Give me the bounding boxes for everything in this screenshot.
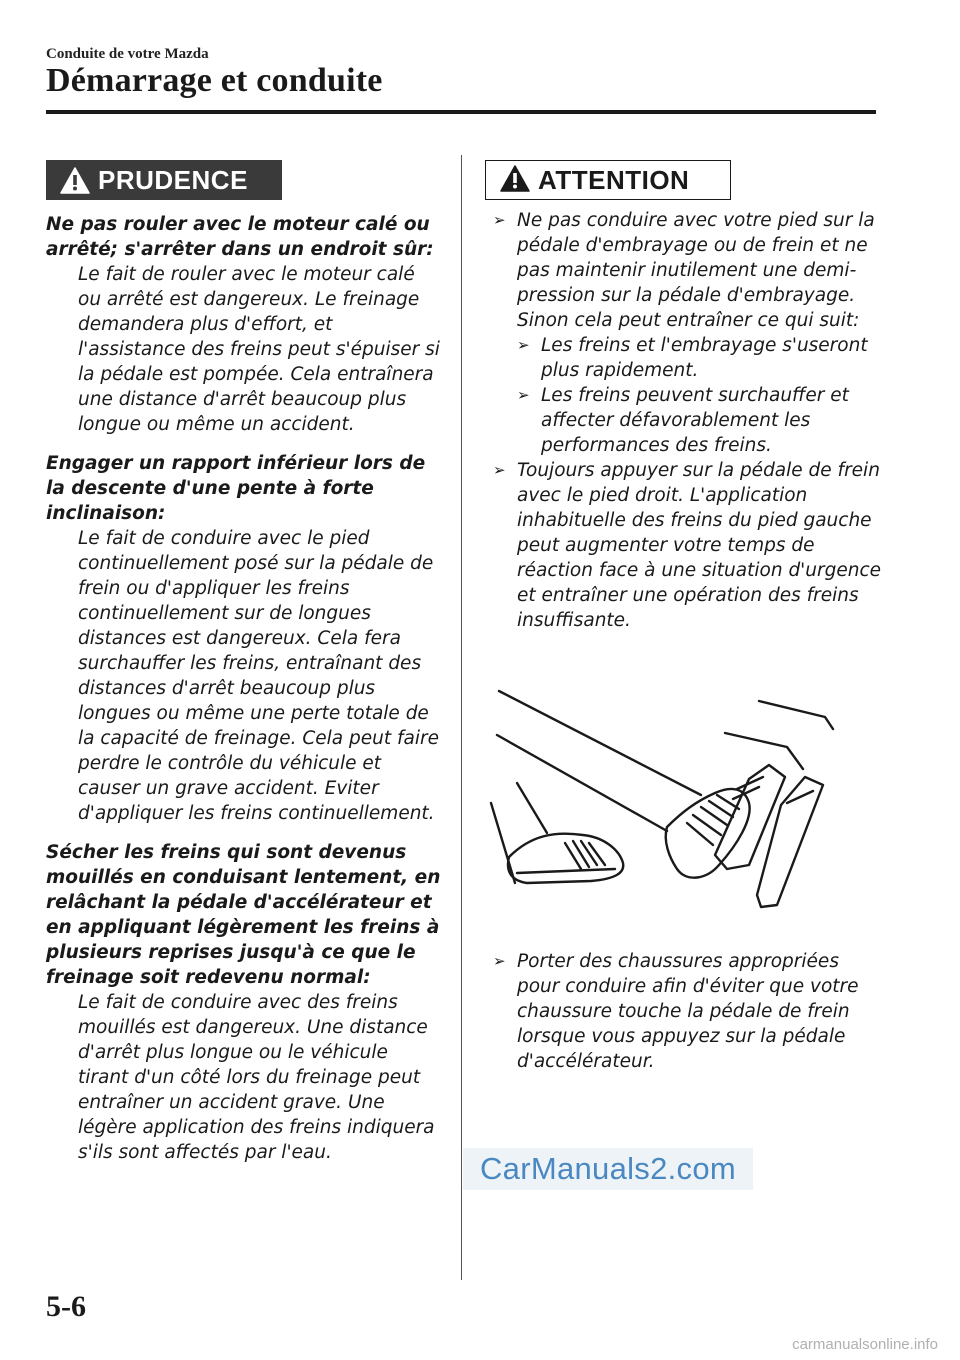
attention-subitem-text: Les freins peuvent surchauffer et affecter défavorablement les performances des freins. <box>541 385 849 456</box>
caution-heading: Sécher les freins qui sont devenus mouillés en conduisant lentement, en relâchant la pédale d'accélérateur et en appliquant légèrement les freins à plusieurs reprises jusqu'à ce que le freinage soit redevenu normal: <box>46 842 441 988</box>
page-number: 5-6 <box>46 1290 86 1323</box>
attention-item <box>485 208 885 458</box>
attention-label: ATTENTION <box>538 164 690 195</box>
section-subtitle: Conduite de votre Mazda <box>46 46 209 62</box>
attention-item-text: Porter des chaussures appropriées pour conduire afin d'éviter que votre chaussure touche la pédale de frein lorsque vous appuyez sur la pédale d'accélérateur. <box>517 951 859 1072</box>
caution-block <box>46 840 441 1165</box>
caution-body: Le fait de conduire avec des freins mouillés est dangereux. Une distance d'arrêt plus longue ou le véhicule tirant d'un côté lors du freinage peut entraîner un accident grave. Une légère application des freins indiquera s'ils sont affectés par l'eau. <box>78 992 435 1163</box>
caution-block <box>46 212 441 437</box>
caution-block <box>46 451 441 826</box>
attention-column <box>485 160 885 1074</box>
warning-triangle-icon <box>60 167 90 194</box>
attention-sublist <box>517 333 885 458</box>
arrow-bullet-icon: ➢ <box>517 386 530 404</box>
section-title: Démarrage et conduite <box>46 62 383 99</box>
attention-item-text: Ne pas conduire avec votre pied sur la pédale d'embrayage ou de frein et ne pas maintenir inutilement une demi-pression sur la pédale d'embrayage. Sinon cela peut entraîner ce qui suit: <box>517 210 875 331</box>
attention-subitem-text: Les freins et l'embrayage s'useront plus rapidement. <box>541 335 868 381</box>
arrow-bullet-icon: ➢ <box>493 952 506 970</box>
watermark: CarManuals2.com <box>463 1148 753 1190</box>
site-watermark: carmanualsonline.info <box>792 1336 938 1353</box>
attention-item-text: Toujours appuyer sur la pédale de frein avec le pied droit. L'application inhabituelle des freins du pied gauche peut augmenter votre temps de réaction face à une situation d'urgence et entraîner une opération des freins insuffisante. <box>517 460 882 631</box>
caution-body: Le fait de conduire avec le pied continuellement posé sur la pédale de frein ou d'appliquer les freins continuellement sur de longues distances est dangereux. Cela fera surchauffer les freins, entraînant des distances d'arrêt beaucoup plus longues ou même une perte totale de la capacité de freinage. Cela peut faire perdre le contrôle du véhicule et causer un grave accident. Eviter d'appliquer les freins continuellement. <box>78 528 439 824</box>
caution-body: Le fait de rouler avec le moteur calé ou arrêté est dangereux. Le freinage demandera plus d'effort, et l'assistance des freins peut s'épuiser si la pédale est pompée. Cela entraînera une distance d'arrêt beaucoup plus longue ou même un accident. <box>78 264 440 435</box>
header-rule <box>46 110 876 114</box>
attention-list <box>485 208 885 633</box>
caution-label: PRUDENCE <box>98 164 248 195</box>
attention-item <box>485 949 885 1074</box>
attention-badge <box>485 160 731 200</box>
warning-triangle-icon <box>500 165 530 196</box>
pedal-shoe-illustration <box>487 673 885 927</box>
arrow-bullet-icon: ➢ <box>493 211 506 229</box>
attention-list-2 <box>485 949 885 1074</box>
attention-item <box>485 458 885 633</box>
attention-subitem <box>517 383 885 458</box>
caution-column <box>46 160 441 1165</box>
column-divider <box>461 155 462 1280</box>
caution-heading: Engager un rapport inférieur lors de la descente d'une pente à forte inclinaison: <box>46 453 426 524</box>
caution-heading: Ne pas rouler avec le moteur calé ou arrêté; s'arrêter dans un endroit sûr: <box>46 214 434 260</box>
attention-subitem <box>517 333 885 383</box>
arrow-bullet-icon: ➢ <box>493 461 506 479</box>
caution-badge <box>46 160 282 200</box>
arrow-bullet-icon: ➢ <box>517 336 530 354</box>
